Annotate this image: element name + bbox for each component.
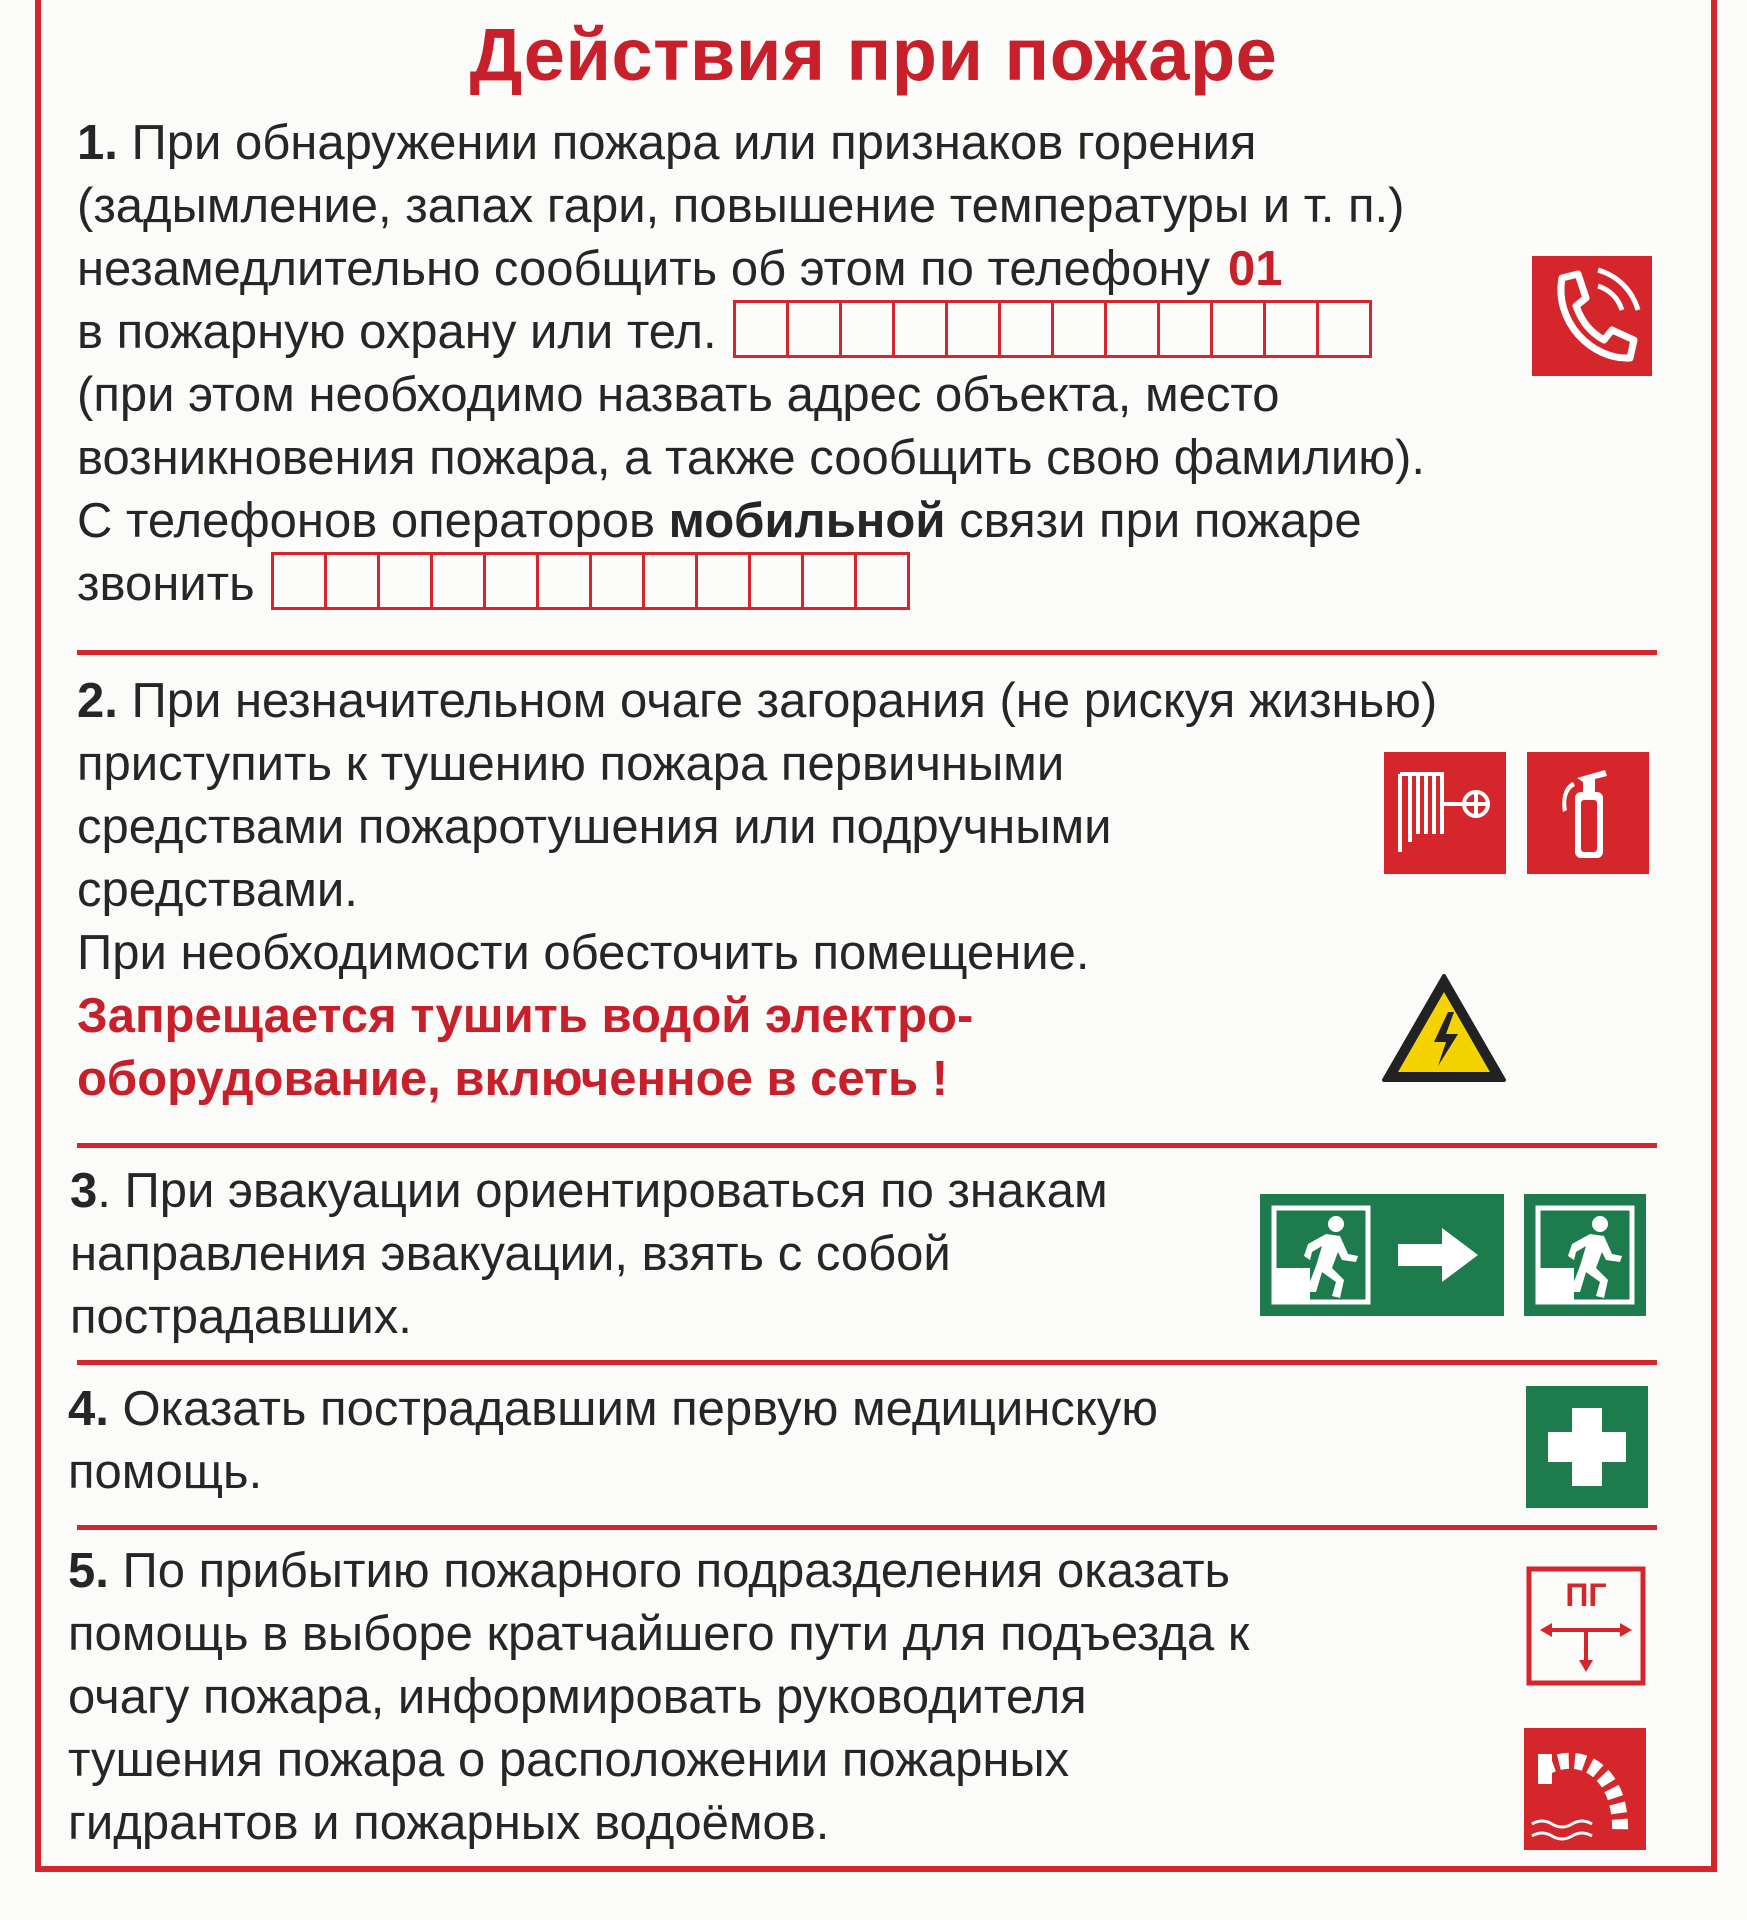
- section-5-line-4: тушения пожара о расположении пожарных: [68, 1733, 1070, 1787]
- section-1-line-2: (задымление, запах гари, повышение температуры и т. п.): [77, 179, 1405, 233]
- section-5-line-2: помощь в выборе кратчайшего пути для подъезда к: [68, 1607, 1250, 1661]
- section-3-line-3: пострадавших.: [70, 1290, 412, 1344]
- page-title: Действия при пожаре: [469, 13, 1278, 96]
- section-2-warning-2: оборудование, включенное в сеть !: [77, 1052, 949, 1106]
- hydrant-sign-icon: [1526, 1566, 1646, 1686]
- telephone-icon: [1532, 256, 1652, 376]
- fire-hose-icon: [1384, 752, 1506, 874]
- section-2-line-4: средствами.: [77, 863, 358, 917]
- section-5-line-3: очагу пожара, информировать руководителя: [68, 1670, 1087, 1724]
- section-1-line-3: незамедлительно сообщить об этом по телефону 01: [77, 242, 1283, 296]
- section-1: [77, 112, 1425, 616]
- section-3-line-1: 3. При эвакуации ориентироваться по знакам: [70, 1164, 1108, 1218]
- section-5-line-5: гидрантов и пожарных водоёмов.: [68, 1796, 830, 1850]
- first-aid-icon: [1526, 1386, 1648, 1508]
- section-1-line-7: С телефонов операторов мобильной связи при пожаре: [77, 494, 1362, 549]
- section-2-line-3: средствами пожаротушения или подручными: [77, 800, 1112, 854]
- section-1-line-8: звонить: [77, 553, 1425, 616]
- section-4-line-1: 4. Оказать пострадавшим первую медицинскую: [68, 1382, 1159, 1436]
- phone-01: 01: [1228, 242, 1283, 296]
- divider-3: [77, 1360, 1657, 1365]
- section-2-warning-1: Запрещается тушить водой электро-: [77, 989, 974, 1043]
- fire-extinguisher-icon: [1527, 752, 1649, 874]
- section-1-number: 1.: [77, 116, 118, 170]
- section-2: [77, 670, 1437, 1111]
- electric-hazard-icon: [1380, 972, 1508, 1084]
- section-4: [68, 1378, 1158, 1504]
- divider-2: [77, 1143, 1657, 1148]
- section-1-line-6: возникновения пожара, а также сообщить свою фамилию).: [77, 431, 1425, 486]
- mobile-number-boxes: [271, 552, 910, 610]
- hydrant-label: ПГ: [1565, 1577, 1607, 1613]
- divider-4: [77, 1525, 1657, 1530]
- section-5: [68, 1540, 1249, 1855]
- section-1-line-1: 1. При обнаружении пожара или признаков горения: [77, 116, 1257, 170]
- section-3-line-2: направления эвакуации, взять с собой: [70, 1227, 951, 1281]
- phone-number-boxes: [733, 300, 1372, 358]
- section-3: [70, 1160, 1108, 1349]
- section-1-line-4: в пожарную охрану или тел.: [77, 301, 1425, 364]
- section-1-line-5: (при этом необходимо назвать адрес объекта, место: [77, 368, 1280, 423]
- section-5-line-1: 5. По прибытию пожарного подразделения оказать: [68, 1544, 1231, 1598]
- exit-arrow-icon: [1260, 1194, 1504, 1316]
- water-source-icon: [1524, 1728, 1646, 1850]
- divider-1: [77, 650, 1657, 655]
- exit-icon: [1524, 1194, 1646, 1316]
- section-2-line-2: приступить к тушению пожара первичными: [77, 737, 1065, 791]
- section-2-line-5: При необходимости обесточить помещение.: [77, 926, 1090, 980]
- section-2-line-1: 2. При незначительном очаге загорания (не рискуя жизнью): [77, 674, 1438, 728]
- section-4-line-2: помощь.: [68, 1445, 263, 1499]
